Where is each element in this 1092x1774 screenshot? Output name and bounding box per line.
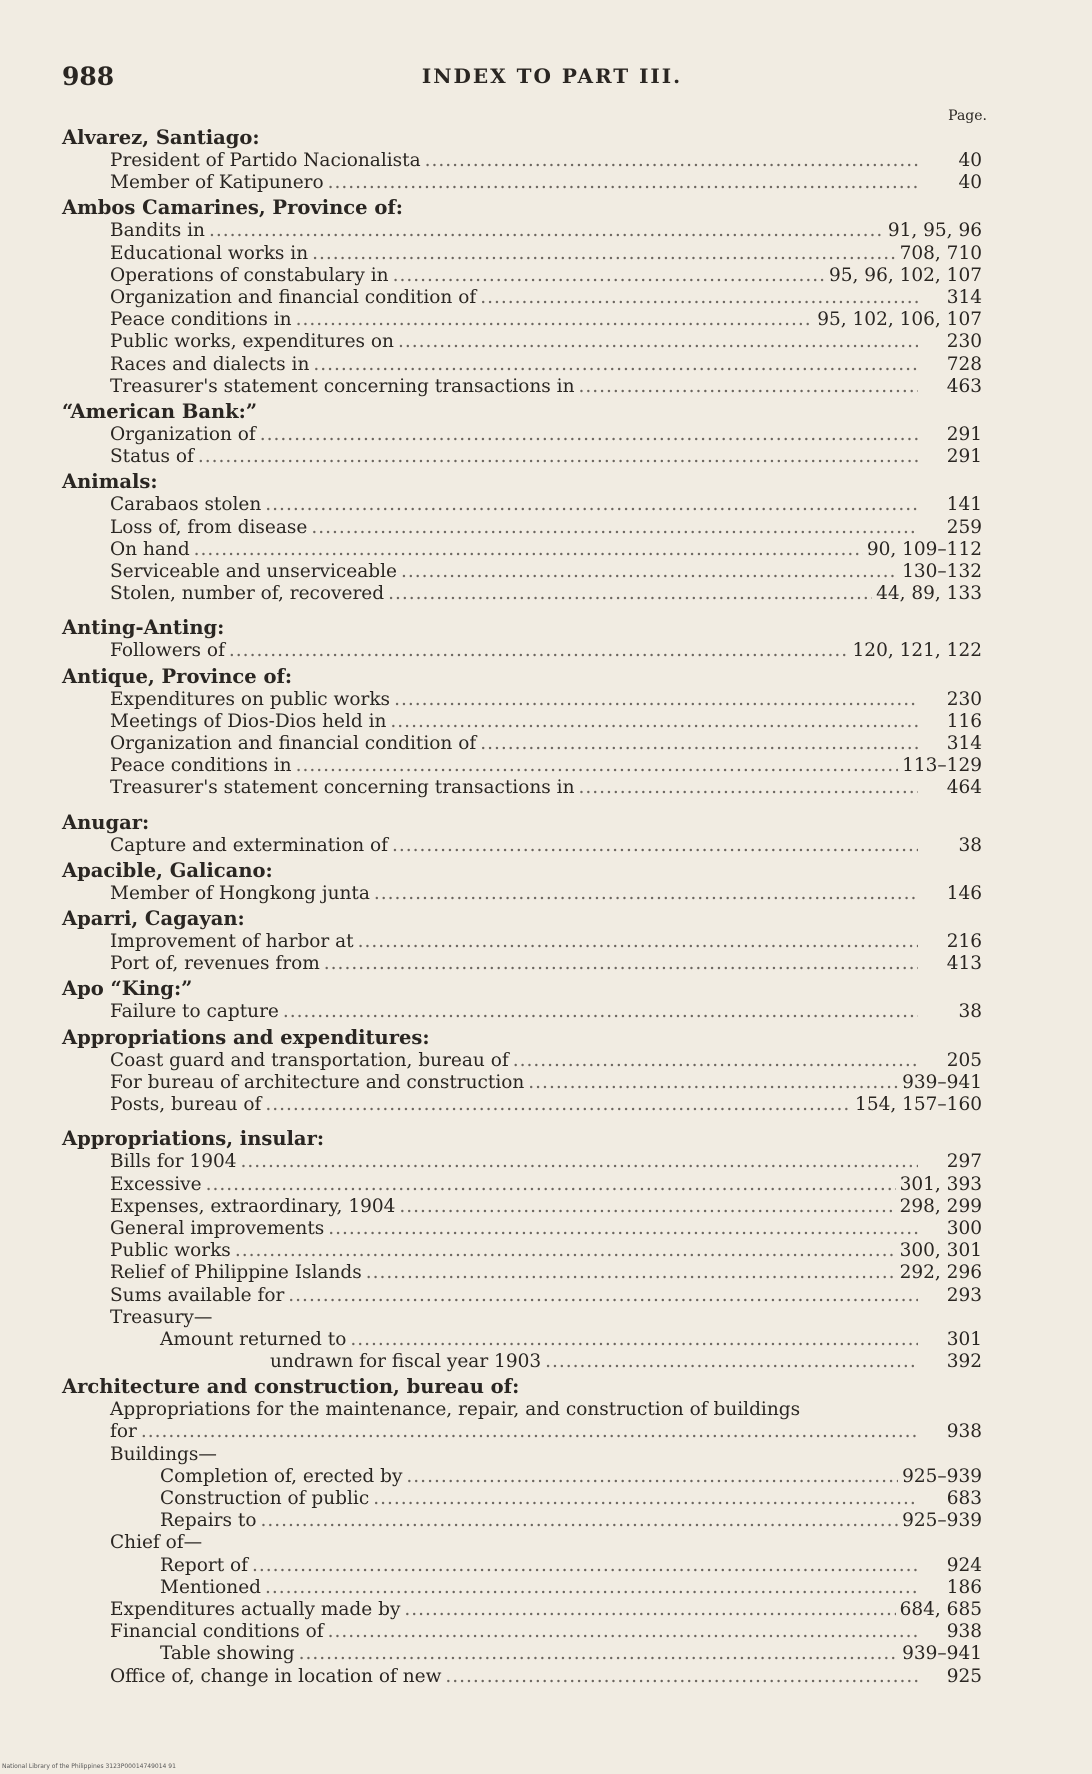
- leader-dots: [406, 1466, 898, 1488]
- index-subentry: [62, 1240, 982, 1262]
- leader-dots: [373, 1488, 918, 1510]
- subentry-text: Stolen, number of, recovered: [110, 583, 385, 605]
- leader-dots: [141, 1421, 918, 1443]
- leader-dots: [480, 733, 918, 755]
- page-reference: 314: [946, 733, 982, 755]
- leader-dots: [265, 494, 918, 516]
- leader-dots: [288, 1285, 918, 1307]
- index-subentry: [62, 1466, 982, 1488]
- index-subentry: [62, 243, 982, 265]
- index-subentry: [62, 446, 982, 468]
- subentry-text: Member of Katipunero: [110, 172, 324, 194]
- index-subentry: [62, 1094, 982, 1116]
- leader-dots: [374, 883, 918, 905]
- leader-dots: [265, 1577, 918, 1599]
- sub-group-label: Buildings—: [110, 1443, 217, 1465]
- subentry-text: Capture and extermination of: [110, 834, 388, 856]
- spacer: [62, 605, 982, 614]
- index-subentry: [62, 354, 982, 376]
- page-reference: 301: [946, 1328, 982, 1350]
- page-reference: 113–129: [902, 755, 982, 777]
- page-reference: 230: [946, 688, 982, 710]
- page-reference: 205: [946, 1049, 982, 1071]
- leader-dots: [296, 755, 899, 777]
- page-reference: 300, 301: [899, 1240, 982, 1262]
- page-reference: 291: [946, 424, 982, 446]
- page-reference: 924: [946, 1554, 982, 1576]
- subentry-text: Failure to capture: [110, 1001, 279, 1023]
- spacer: [62, 800, 982, 809]
- index-subentry: [62, 1218, 982, 1240]
- subentry-text: Status of: [110, 446, 194, 468]
- subentry-text: Posts, bureau of: [110, 1094, 262, 1116]
- index-heading: Animals:: [62, 470, 158, 494]
- page-reference: 38: [958, 1001, 982, 1023]
- page-reference: 684, 685: [899, 1598, 982, 1620]
- index-heading: Appropriations, insular:: [62, 1127, 325, 1151]
- leader-dots: [399, 1196, 895, 1218]
- page-number: 988: [62, 62, 115, 91]
- index-subentry: [62, 287, 982, 309]
- index-subentry: [62, 539, 982, 561]
- subentry-text: President of Partido Nacionalista: [110, 150, 421, 171]
- page-reference: 939–941: [902, 1071, 982, 1093]
- index-subentry: [62, 689, 982, 711]
- index-subentry: [62, 172, 982, 194]
- subentry-text: Amount returned to: [160, 1328, 347, 1350]
- subentry-text: Completion of, erected by: [160, 1465, 403, 1487]
- leader-dots: [260, 424, 918, 446]
- index-subentry: [62, 733, 982, 755]
- leader-dots: [328, 1218, 918, 1240]
- index-subentry: [62, 309, 982, 331]
- leader-dots: [328, 172, 918, 194]
- page-reference: 40: [958, 150, 982, 171]
- subentry-text: Serviceable and unserviceable: [110, 561, 397, 583]
- index-heading: Appropriations and expenditures:: [62, 1025, 430, 1049]
- subentry-text: Coast guard and transportation, bureau of: [110, 1049, 509, 1071]
- wrapped-subentry-line: Appropriations for the maintenance, repair, and construction of buildings: [110, 1399, 801, 1421]
- index-subentry: [62, 1599, 982, 1621]
- leader-dots: [312, 243, 895, 265]
- page-reference: 91, 95, 96: [887, 220, 982, 242]
- subentry-text: Expenditures actually made by: [110, 1598, 401, 1620]
- subentry-text: For bureau of architecture and construction: [110, 1071, 525, 1093]
- leader-dots: [235, 1240, 896, 1262]
- subentry-text: Organization and financial condition of: [110, 287, 477, 309]
- index-heading: Aparri, Cagayan:: [62, 907, 245, 931]
- index-subentry: [62, 561, 982, 583]
- sub-group-label: Treasury—: [110, 1306, 213, 1328]
- leader-dots: [480, 287, 918, 309]
- page-reference: 301, 393: [899, 1173, 982, 1195]
- leader-dots: [445, 1666, 918, 1688]
- subentry-text: Port of, revenues from: [110, 953, 320, 975]
- page-reference: 146: [946, 882, 982, 904]
- leader-dots: [328, 1621, 918, 1643]
- page-reference: 938: [946, 1421, 982, 1443]
- index-subentry: [62, 265, 982, 287]
- page-reference: 925: [946, 1665, 982, 1687]
- leader-dots: [388, 583, 872, 605]
- index-subentry: [62, 583, 982, 605]
- subentry-text: Peace conditions in: [110, 309, 292, 331]
- leader-dots: [265, 1094, 851, 1116]
- subentry-text: Financial conditions of: [110, 1621, 324, 1643]
- subentry-text: Races and dialects in: [110, 353, 310, 375]
- page-reference: 925–939: [902, 1465, 982, 1487]
- subentry-text: Loss of, from disease: [110, 516, 308, 538]
- subentry-text: Meetings of Dios-Dios held in: [110, 710, 387, 732]
- leader-dots: [545, 1351, 918, 1373]
- page-reference: 216: [946, 931, 982, 953]
- subentry-text: Followers of: [110, 640, 225, 662]
- page-reference: 300: [946, 1217, 982, 1239]
- index-subentry: [62, 1577, 982, 1599]
- index-subentry: [62, 220, 982, 242]
- leader-dots: [311, 517, 918, 539]
- leader-dots: [313, 354, 918, 376]
- page-reference: 95, 102, 106, 107: [817, 309, 982, 331]
- leader-dots: [296, 309, 814, 331]
- page-reference: 120, 121, 122: [852, 640, 982, 662]
- page-reference: 708, 710: [899, 242, 982, 264]
- subentry-text: Carabaos stolen: [110, 494, 262, 516]
- subentry-text: Office of, change in location of new: [110, 1665, 442, 1687]
- index-subentry: [62, 1196, 982, 1218]
- index-subentry: [62, 1510, 982, 1532]
- index-subentry: [62, 1072, 982, 1094]
- page-reference: 95, 96, 102, 107: [829, 264, 982, 286]
- leader-dots: [299, 1643, 899, 1665]
- index-subentry: [62, 1351, 982, 1373]
- index-subentry: [62, 640, 982, 662]
- leader-dots: [404, 1599, 895, 1621]
- leader-dots: [528, 1072, 898, 1094]
- index-heading: “American Bank:”: [62, 400, 258, 424]
- page-reference: 291: [946, 446, 982, 468]
- leader-dots: [252, 1555, 918, 1577]
- leader-dots: [394, 689, 918, 711]
- leader-dots: [324, 953, 918, 975]
- subentry-text: Bandits in: [110, 220, 205, 242]
- leader-dots: [390, 711, 918, 733]
- subentry-text: Peace conditions in: [110, 755, 292, 777]
- index-subentry: [62, 1421, 982, 1443]
- subentry-text: Construction of public: [160, 1487, 370, 1509]
- leader-dots: [401, 561, 898, 583]
- subentry-text: for: [110, 1421, 137, 1443]
- page-reference: 141: [946, 494, 982, 516]
- subentry-text: Public works: [110, 1240, 231, 1262]
- index-subentry: [62, 1174, 982, 1196]
- page-reference: 392: [946, 1351, 982, 1373]
- subentry-text: Improvement of harbor at: [110, 931, 354, 953]
- index-subentry: [62, 931, 982, 953]
- page-column-label: Page.: [948, 108, 987, 124]
- index-subentry: [62, 150, 982, 172]
- page-reference: 130–132: [902, 561, 982, 583]
- index-heading: Antique, Province of:: [62, 664, 293, 688]
- page-reference: 683: [946, 1487, 982, 1509]
- subentry-text: Mentioned: [160, 1576, 262, 1598]
- leader-dots: [366, 1262, 896, 1284]
- subentry-text: Bills for 1904: [110, 1151, 237, 1173]
- subentry-text: Treasurer's statement concerning transactions in: [110, 777, 575, 799]
- index-heading: Anting-Anting:: [62, 616, 225, 640]
- leader-dots: [209, 220, 884, 242]
- subentry-text: General improvements: [110, 1217, 325, 1239]
- index-heading: Apo “King:”: [62, 977, 193, 1001]
- page-reference: 40: [958, 172, 982, 194]
- index-subentry: [62, 424, 982, 446]
- subentry-text: Operations of constabulary in: [110, 264, 389, 286]
- page-reference: 298, 299: [899, 1195, 982, 1217]
- page-reference: 292, 296: [899, 1262, 982, 1284]
- leader-dots: [283, 1001, 918, 1023]
- page-reference: 413: [946, 953, 982, 975]
- subentry-text: Public works, expenditures on: [110, 331, 394, 353]
- leader-dots: [393, 265, 825, 287]
- index-heading: Alvarez, Santiago:: [62, 126, 260, 149]
- index-heading: Ambos Camarines, Province of:: [62, 196, 403, 220]
- index-subentry: [62, 1285, 982, 1307]
- index-subentry: [62, 1050, 982, 1072]
- index-subentry: [62, 1488, 982, 1510]
- index-subentry: [62, 1151, 982, 1173]
- subentry-text: Table showing: [160, 1643, 295, 1665]
- sub-group-label: Chief of—: [110, 1532, 203, 1554]
- index-subentry: [62, 517, 982, 539]
- index-subentry: [62, 777, 982, 799]
- index-subentry: [62, 1001, 982, 1023]
- index-subentry: [62, 376, 982, 398]
- leader-dots: [513, 1050, 918, 1072]
- page-reference: 728: [946, 353, 982, 375]
- subentry-text: Sums available for: [110, 1284, 285, 1306]
- index-subentry: [62, 494, 982, 516]
- index-subentry: [62, 953, 982, 975]
- leader-dots: [198, 446, 918, 468]
- page-reference: 44, 89, 133: [876, 583, 982, 605]
- leader-dots: [194, 539, 863, 561]
- subentry-text: Relief of Philippine Islands: [110, 1262, 362, 1284]
- footer-stamp: National Library of the Philippines 3123P00014749014 91: [2, 1763, 176, 1770]
- index-heading: Apacible, Galicano:: [62, 858, 273, 882]
- page-reference: 925–939: [902, 1510, 982, 1532]
- index-subentry: [62, 835, 982, 857]
- index-subentry: [62, 1329, 982, 1351]
- index-list: [62, 124, 982, 1688]
- leader-dots: [578, 376, 918, 398]
- index-subentry: [62, 883, 982, 905]
- page-reference: 230: [946, 331, 982, 353]
- index-subentry: [62, 711, 982, 733]
- leader-dots: [392, 835, 918, 857]
- page-header: [62, 62, 982, 102]
- leader-dots: [241, 1151, 918, 1173]
- index-heading: Anugar:: [62, 810, 150, 834]
- page-reference: 938: [946, 1621, 982, 1643]
- page-reference: 464: [946, 777, 982, 799]
- page-reference: 186: [946, 1576, 982, 1598]
- subentry-text: Excessive: [110, 1173, 202, 1195]
- subentry-text: Educational works in: [110, 242, 309, 264]
- subentry-text: Member of Hongkong junta: [110, 882, 370, 904]
- page-reference: 154, 157–160: [855, 1094, 982, 1116]
- page-reference: 463: [946, 375, 982, 397]
- index-heading: Architecture and construction, bureau of:: [62, 1375, 520, 1399]
- index-subentry: [62, 1666, 982, 1688]
- index-subentry: [62, 755, 982, 777]
- subentry-text: Report of: [160, 1554, 249, 1576]
- index-subentry: [62, 1643, 982, 1665]
- spacer: [62, 1116, 982, 1125]
- index-subentry: [62, 1262, 982, 1284]
- page-reference: 38: [958, 834, 982, 856]
- leader-dots: [260, 1510, 898, 1532]
- subentry-text: Treasurer's statement concerning transactions in: [110, 375, 575, 397]
- subentry-text: Organization of: [110, 424, 256, 446]
- leader-dots: [425, 150, 918, 172]
- subentry-text: On hand: [110, 538, 190, 560]
- subentry-text: Expenses, extraordinary, 1904: [110, 1195, 396, 1217]
- subentry-text: Repairs to: [160, 1510, 257, 1532]
- leader-dots: [578, 777, 918, 799]
- leader-dots: [358, 931, 918, 953]
- subentry-text: Expenditures on public works: [110, 688, 391, 710]
- page-reference: 90, 109–112: [866, 538, 982, 560]
- page-reference: 116: [946, 710, 982, 732]
- page-reference: 314: [946, 287, 982, 309]
- subentry-text: Organization and financial condition of: [110, 733, 477, 755]
- index-subentry: [62, 331, 982, 353]
- page-reference: 293: [946, 1284, 982, 1306]
- index-subentry: [62, 1621, 982, 1643]
- leader-dots: [398, 331, 918, 353]
- page-reference: 297: [946, 1151, 982, 1173]
- leader-dots: [350, 1329, 918, 1351]
- leader-dots: [206, 1174, 896, 1196]
- index-subentry: [62, 1555, 982, 1577]
- page-reference: 259: [946, 516, 982, 538]
- subentry-text: undrawn for fiscal year 1903: [270, 1351, 542, 1373]
- running-title: INDEX TO PART III.: [421, 64, 683, 88]
- page-reference: 939–941: [902, 1643, 982, 1665]
- leader-dots: [229, 640, 849, 662]
